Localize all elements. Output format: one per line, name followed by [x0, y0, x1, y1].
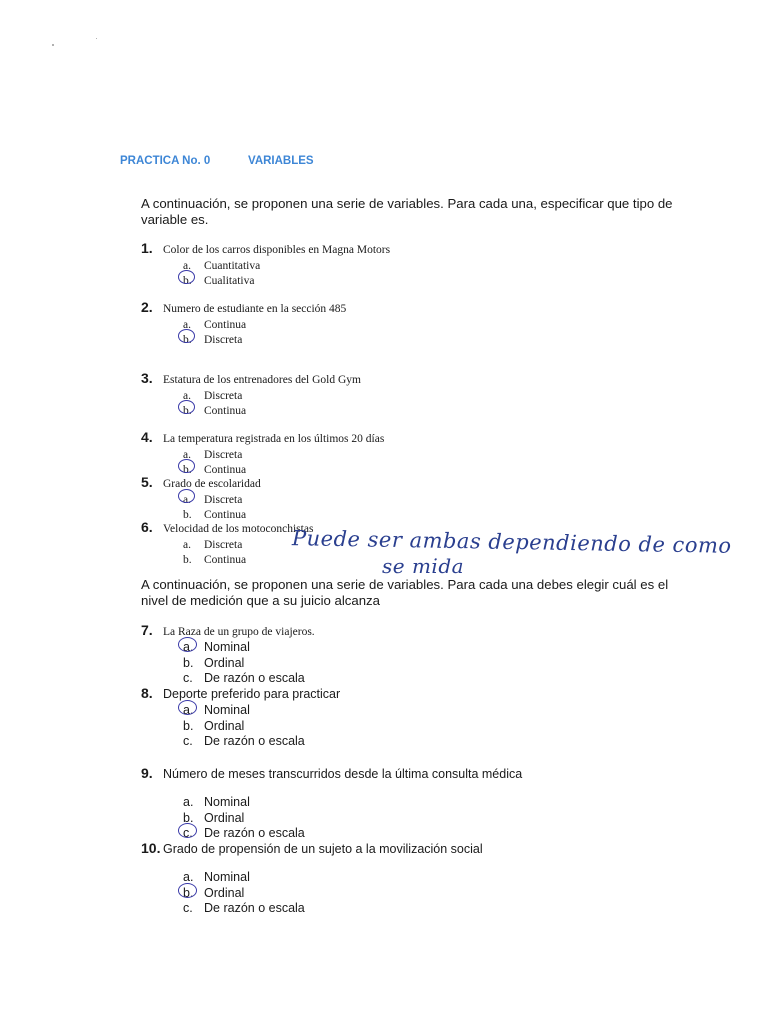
- question-number: 3.: [141, 370, 153, 386]
- option-letter: a.: [183, 390, 191, 402]
- question-8: [141, 685, 701, 748]
- option-letter: a.: [183, 449, 191, 461]
- question-text: Numero de estudiante en la sección 485: [163, 303, 347, 315]
- selected-circle-mark: [178, 459, 195, 473]
- scan-speck: [96, 38, 97, 39]
- option-a[interactable]: [183, 701, 701, 717]
- practice-label: PRACTICA No. 0: [120, 155, 211, 167]
- option-c[interactable]: [183, 899, 701, 915]
- option-b[interactable]: [183, 505, 701, 520]
- option-a[interactable]: [183, 256, 701, 271]
- question-number: 9.: [141, 765, 153, 781]
- question-text: Grado de escolaridad: [163, 478, 261, 490]
- option-text: Continua: [204, 404, 247, 417]
- question-number: 1.: [141, 240, 153, 256]
- option-c[interactable]: [183, 669, 701, 685]
- option-b[interactable]: [183, 330, 701, 345]
- option-text: Discreta: [204, 494, 243, 506]
- option-text: Nominal: [204, 703, 250, 717]
- question-3: [141, 370, 701, 415]
- option-b[interactable]: [183, 717, 701, 733]
- option-text: De razón o escala: [204, 734, 305, 748]
- option-letter: a.: [183, 795, 194, 809]
- option-letter: b.: [183, 463, 192, 476]
- handwritten-answer-line2: se mida: [382, 554, 465, 578]
- scan-speck: [52, 44, 54, 46]
- option-letter: a.: [183, 703, 194, 717]
- option-text: Discreta: [204, 449, 243, 461]
- question-number: 2.: [141, 299, 153, 315]
- option-a[interactable]: [183, 386, 701, 401]
- worksheet-header: [120, 155, 314, 167]
- option-text: Continua: [204, 508, 247, 521]
- option-text: Discreta: [204, 390, 243, 402]
- option-letter: b.: [183, 404, 192, 417]
- option-text: Cualitativa: [204, 274, 255, 287]
- option-b[interactable]: [183, 271, 701, 286]
- option-a[interactable]: [183, 315, 701, 330]
- handwritten-answer-line1: Puede ser ambas dependiendo de como: [291, 526, 732, 558]
- option-letter: b.: [183, 655, 194, 670]
- option-a[interactable]: [183, 445, 701, 460]
- question-9: [141, 765, 701, 840]
- option-text: Nominal: [204, 870, 250, 884]
- question-text: La Raza de un grupo de viajeros.: [163, 626, 315, 638]
- option-c[interactable]: [183, 824, 701, 840]
- option-letter: b.: [183, 508, 192, 521]
- question-text: Color de los carros disponibles en Magna Motors: [163, 244, 391, 256]
- selected-circle-mark: [178, 400, 195, 414]
- question-text: Velocidad de los motoconchistas: [163, 523, 314, 535]
- question-text: Número de meses transcurridos desde la última consulta médica: [163, 767, 523, 781]
- option-b[interactable]: [183, 460, 701, 475]
- question-5: [141, 474, 701, 519]
- option-letter: a.: [183, 494, 191, 506]
- option-text: Discreta: [204, 333, 243, 346]
- question-text: Deporte preferido para practicar: [163, 687, 341, 701]
- option-letter: c.: [183, 671, 193, 685]
- option-text: Ordinal: [204, 655, 245, 670]
- option-letter: a.: [183, 640, 194, 654]
- question-number: 6.: [141, 519, 153, 535]
- selected-circle-mark: [178, 637, 197, 652]
- question-number: 4.: [141, 429, 153, 445]
- selected-circle-mark: [178, 823, 197, 838]
- question-1: [141, 240, 701, 285]
- selected-circle-mark: [178, 329, 195, 343]
- question-7: [141, 622, 701, 685]
- option-text: Ordinal: [204, 718, 245, 733]
- option-a[interactable]: [183, 490, 701, 505]
- section2-instructions: A continuación, se proponen una serie de variables. Para cada una debes elegir cuál es el nivel de medición que a su juicio alcanza: [141, 577, 669, 608]
- option-b[interactable]: [183, 809, 701, 825]
- question-4: [141, 429, 701, 474]
- selected-circle-mark: [178, 489, 195, 503]
- option-b[interactable]: [183, 654, 701, 670]
- selected-circle-mark: [178, 700, 197, 715]
- question-10: [141, 840, 701, 915]
- question-text: Grado de propensión de un sujeto a la movilización social: [163, 842, 483, 856]
- option-text: Ordinal: [204, 885, 245, 900]
- option-letter: b.: [183, 810, 194, 825]
- question-number: 10.: [141, 840, 161, 856]
- option-text: Nominal: [204, 795, 250, 809]
- option-letter: c.: [183, 901, 193, 915]
- option-text: De razón o escala: [204, 826, 305, 840]
- option-letter: b.: [183, 333, 192, 346]
- option-a[interactable]: [183, 638, 701, 654]
- option-letter: c.: [183, 734, 193, 748]
- option-text: Continua: [204, 319, 247, 331]
- option-letter: a.: [183, 870, 194, 884]
- question-text: La temperatura registrada en los últimos 20 días: [163, 433, 385, 445]
- option-b[interactable]: [183, 401, 701, 416]
- selected-circle-mark: [178, 270, 195, 284]
- option-a[interactable]: [183, 868, 701, 884]
- option-text: Ordinal: [204, 810, 245, 825]
- option-letter: b.: [183, 553, 192, 566]
- option-text: Nominal: [204, 640, 250, 654]
- option-letter: c.: [183, 826, 193, 840]
- option-letter: b.: [183, 885, 194, 900]
- option-text: De razón o escala: [204, 671, 305, 685]
- option-letter: a.: [183, 319, 191, 331]
- option-text: Cuantitativa: [204, 260, 261, 272]
- question-text: Estatura de los entrenadores del Gold Gym: [163, 374, 361, 386]
- option-letter: b.: [183, 718, 194, 733]
- option-text: Continua: [204, 463, 247, 476]
- option-text: Continua: [204, 553, 247, 566]
- question-2: [141, 299, 701, 344]
- option-a[interactable]: [183, 793, 701, 809]
- option-letter: b.: [183, 274, 192, 287]
- option-b[interactable]: [183, 884, 701, 900]
- option-c[interactable]: [183, 732, 701, 748]
- option-text: Discreta: [204, 539, 243, 551]
- option-letter: a.: [183, 539, 191, 551]
- question-number: 8.: [141, 685, 153, 701]
- option-letter: a.: [183, 260, 191, 272]
- topic-label: VARIABLES: [248, 155, 314, 167]
- selected-circle-mark: [178, 883, 197, 898]
- option-text: De razón o escala: [204, 901, 305, 915]
- question-number: 5.: [141, 474, 153, 490]
- section1-instructions: A continuación, se proponen una serie de variables. Para cada una, especificar que tipo de variable es.: [141, 196, 673, 227]
- question-number: 7.: [141, 622, 153, 638]
